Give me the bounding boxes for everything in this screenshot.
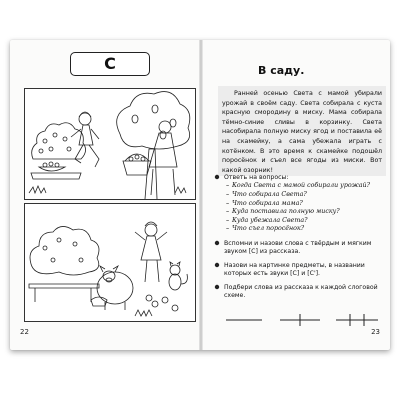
pig-drawing	[25, 204, 195, 321]
task-syllable-schemes	[214, 284, 382, 301]
scheme-three-syllables	[336, 314, 378, 326]
task-sounds-story-text: Вспомни и назови слова с твёрдым и мягким звуком [С] из рассказа.	[224, 240, 372, 256]
bullet-icon	[214, 284, 220, 290]
task-questions-intro: Ответь на вопросы:	[224, 174, 289, 181]
question-item: – Что собирала мама?	[226, 200, 382, 209]
open-book	[10, 40, 390, 350]
question-item: – Что собирала Света?	[226, 191, 382, 200]
question-item: – Когда Света с мамой собирали урожай?	[226, 182, 382, 191]
questions-list	[226, 182, 382, 234]
left-page	[10, 40, 200, 350]
question-item: – Куда убежала Света?	[226, 217, 382, 226]
story-text: Ранней осенью Света с мамой убирали урожай в своём саду. Света собирала с куста красную смородину в миску. Мама собирала тёмно-синие сливы в корзинку. Света насобирала полную миску ягод и поставила её на скамейку, а сама убежала играть с котёнком. В это время к скамейке подошёл поросёнок и съел все ягоды из миски. Вот какой озорник!	[218, 86, 386, 176]
story-title: В саду.	[258, 64, 305, 77]
right-page	[202, 40, 390, 350]
question-item: – Куда поставила полную миску?	[226, 208, 382, 217]
task-syllable-schemes-text: Подбери слова из рассказа к каждой слоговой схеме.	[224, 284, 378, 300]
task-sounds-picture-text: Назови на картинке предметы, в названии которых есть звуки [С] и [С'].	[224, 262, 365, 278]
task-questions	[214, 174, 382, 234]
illustration-harvest	[24, 88, 196, 200]
harvest-drawing	[25, 89, 195, 199]
illustration-pig	[24, 203, 196, 322]
bullet-icon	[214, 262, 220, 268]
page-number-left: 22	[20, 328, 29, 336]
letter-heading: С	[70, 52, 150, 76]
bullet-icon	[214, 174, 220, 180]
question-item: – Что съел поросёнок?	[226, 225, 382, 234]
syllable-schemes	[222, 310, 382, 330]
page-number-right: 23	[371, 328, 380, 336]
task-sounds-story	[214, 240, 382, 257]
scheme-two-syllables	[280, 314, 320, 326]
bullet-icon	[214, 240, 220, 246]
task-sounds-picture	[214, 262, 382, 279]
